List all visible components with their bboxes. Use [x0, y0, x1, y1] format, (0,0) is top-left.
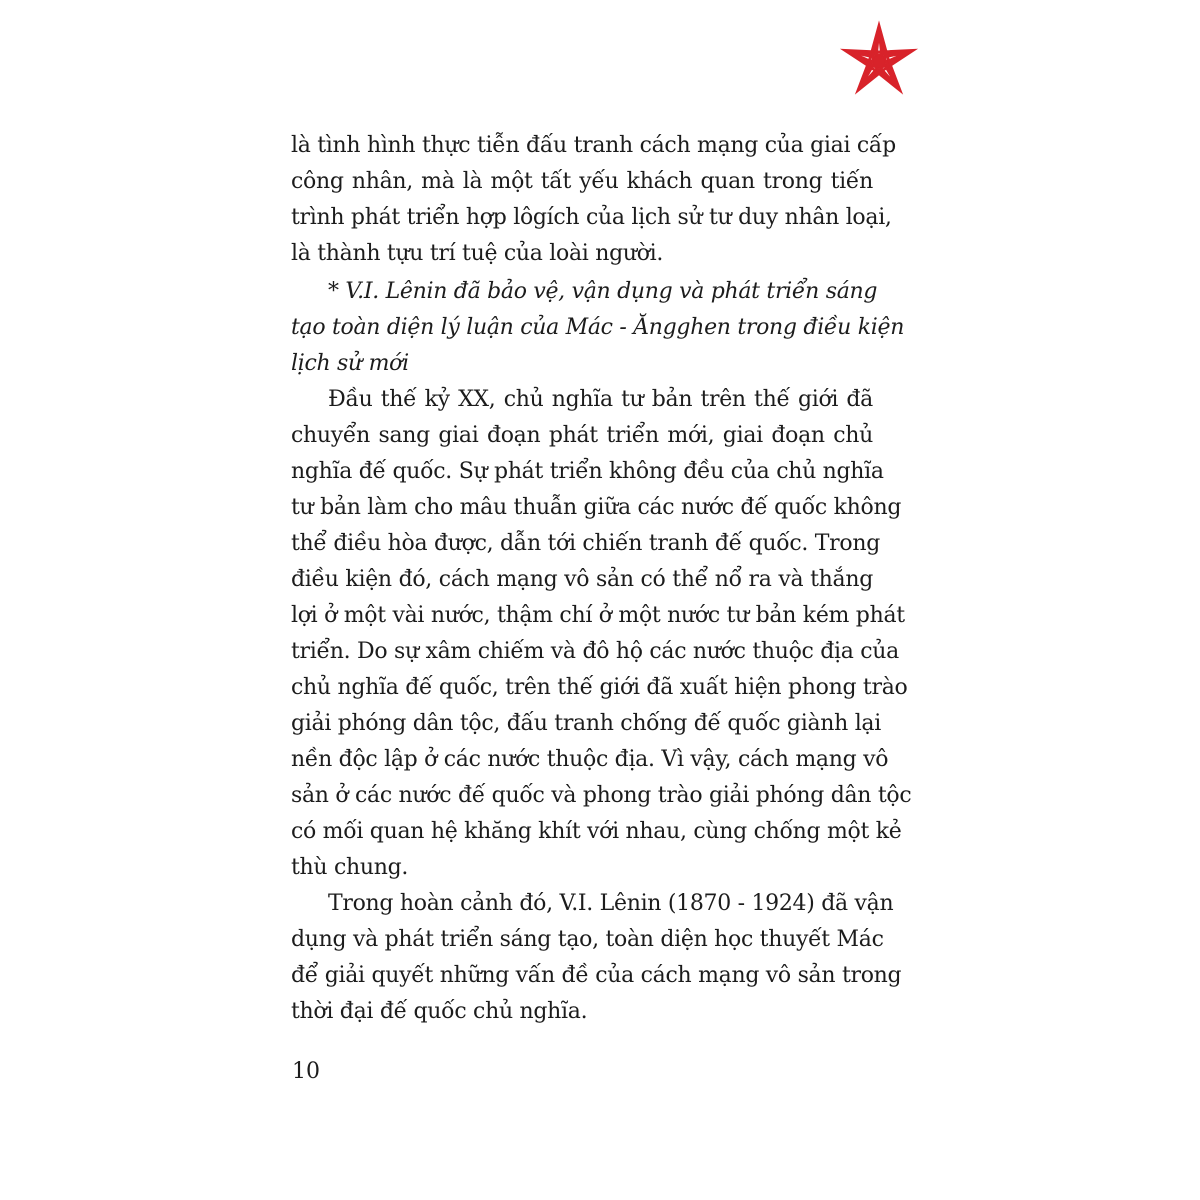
- text-line: dụng và phát triển sáng tạo, toàn diện học thuyết Mác: [291, 927, 884, 952]
- body-text: [291, 128, 912, 1030]
- text-line: có mối quan hệ khăng khít với nhau, cùng chống một kẻ: [291, 819, 902, 844]
- text-line: là tình hình thực tiễn đấu tranh cách mạng của giai cấp: [291, 133, 896, 158]
- text-line: điều kiện đó, cách mạng vô sản có thể nổ ra và thắng: [291, 567, 873, 592]
- text-line: trình phát triển hợp lôgích của lịch sử tư duy nhân loại,: [291, 205, 892, 230]
- text-line: chủ nghĩa đế quốc, trên thế giới đã xuất hiện phong trào: [291, 675, 908, 700]
- section-heading-line: tạo toàn diện lý luận của Mác - Ăngghen trong điều kiện: [291, 315, 905, 340]
- text-line: triển. Do sự xâm chiếm và đô hộ các nước thuộc địa của: [291, 639, 899, 664]
- red-star-logo-icon: [838, 18, 920, 100]
- text-line: thời đại đế quốc chủ nghĩa.: [291, 999, 588, 1024]
- text-line: công nhân, mà là một tất yếu khách quan trong tiến: [291, 169, 873, 194]
- text-line: là thành tựu trí tuệ của loài người.: [291, 241, 664, 266]
- text-line: sản ở các nước đế quốc và phong trào giải phóng dân tộc: [291, 783, 912, 808]
- page-number: 10: [292, 1059, 320, 1084]
- section-heading-line: lịch sử mới: [291, 351, 409, 376]
- text-line: thể điều hòa được, dẫn tới chiến tranh đế quốc. Trong: [291, 531, 880, 556]
- text-line: chuyển sang giai đoạn phát triển mới, giai đoạn chủ: [291, 423, 873, 448]
- text-line: nền độc lập ở các nước thuộc địa. Vì vậy, cách mạng vô: [291, 747, 889, 772]
- text-line: thù chung.: [291, 855, 409, 880]
- text-line: Đầu thế kỷ XX, chủ nghĩa tư bản trên thế giới đã: [328, 387, 873, 412]
- text-line: nghĩa đế quốc. Sự phát triển không đều của chủ nghĩa: [291, 459, 884, 484]
- text-line: tư bản làm cho mâu thuẫn giữa các nước đế quốc không: [291, 495, 902, 520]
- text-line: Trong hoàn cảnh đó, V.I. Lênin (1870 - 1924) đã vận: [328, 891, 894, 916]
- section-heading-line: * V.I. Lênin đã bảo vệ, vận dụng và phát triển sáng: [328, 279, 878, 304]
- text-line: để giải quyết những vấn đề của cách mạng vô sản trong: [291, 963, 902, 988]
- text-line: lợi ở một vài nước, thậm chí ở một nước tư bản kém phát: [291, 603, 905, 628]
- text-line: giải phóng dân tộc, đấu tranh chống đế quốc giành lại: [291, 711, 881, 736]
